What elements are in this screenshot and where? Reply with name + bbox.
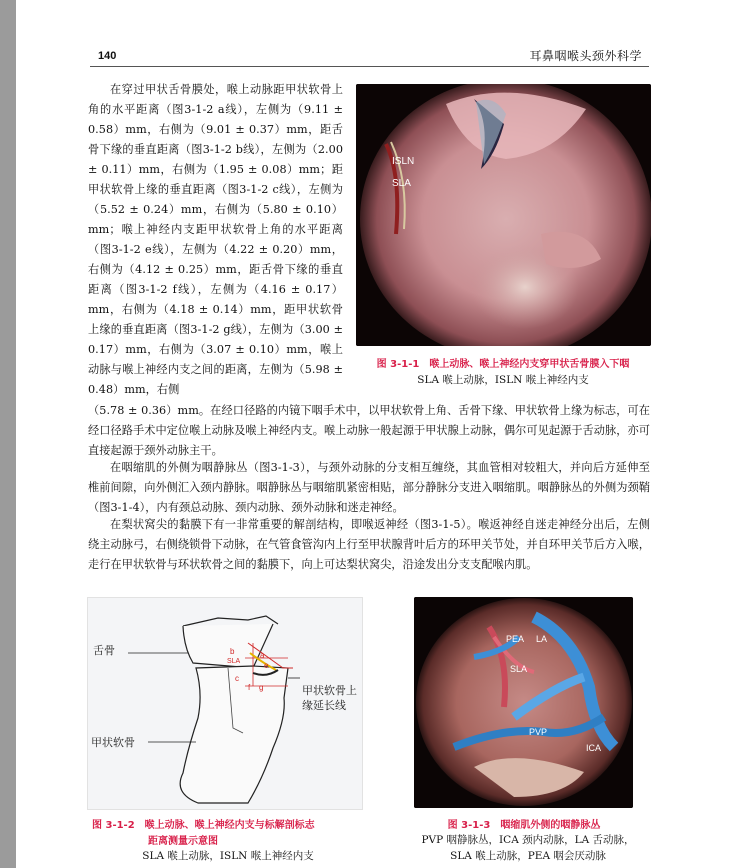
figure-3-1-3-photo bbox=[414, 597, 633, 808]
paragraph-2: 在咽缩肌的外侧为咽静脉丛（图3-1-3），与颈外动脉的分支相互缠绕，其血管相对较粗大，并向后方延伸至椎前间隙，向外侧汇入颈内静脉。咽静脉丛与咽缩肌紧密相贴，部分静脉分支进入咽缩肌。咽静脉丛的外侧为颈鞘（图3-1-4），内有颈总动脉、颈内动脉、颈外动脉和迷走神经。 bbox=[88, 461, 650, 514]
figure-1-label-sla: SLA bbox=[392, 178, 411, 189]
small-label-b: b bbox=[230, 647, 235, 656]
label-hyoid: 舌骨 bbox=[93, 644, 115, 657]
figure-3-1-2-note: SLA 喉上动脉，ISLN 喉上神经内支 bbox=[142, 850, 314, 862]
label-extension-line-2: 缘延长线 bbox=[302, 699, 346, 712]
pharyngeal-venous-plexus-view bbox=[414, 597, 633, 808]
figure-3-1-3-note-line1: PVP 咽静脉丛，ICA 颈内动脉，LA 舌动脉， bbox=[421, 834, 635, 846]
figure-3-1-1-note: SLA 喉上动脉，ISLN 喉上神经内支 bbox=[417, 374, 589, 386]
small-label-g: g bbox=[259, 683, 264, 692]
small-label-sla: SLA bbox=[227, 658, 241, 665]
figure-3-1-2-caption-line1: 图 3-1-2 喉上动脉、喉上神经内支与标解剖标志 bbox=[92, 820, 315, 831]
paragraph-3: 在梨状窝尖的黏膜下有一非常重要的解剖结构，即喉返神经（图3-1-5）。喉返神经自迷走神经分出后，左侧绕主动脉弓，右侧绕锁骨下动脉，在气管食管沟内上行至甲状腺背叶后方的环甲关节处，并自环甲关节后方入喉，走行在甲状软骨与环状软骨之间的黏膜下，向上可达梨状窝尖，沿途发出分支支配喉内肌。 bbox=[88, 518, 650, 571]
figure-3-1-2-caption-line2: 距离测量示意图 bbox=[148, 836, 218, 847]
small-label-a: a bbox=[260, 651, 265, 660]
figure-3-label-pea: PEA bbox=[506, 634, 525, 644]
small-label-e: e bbox=[264, 661, 269, 670]
figure-1-label-isln: ISLN bbox=[392, 156, 415, 167]
figure-3-1-3-caption: 图 3-1-3 咽缩肌外侧的咽静脉丛 bbox=[447, 820, 601, 831]
label-thyroid-cartilage: 甲状软骨 bbox=[91, 736, 135, 749]
paragraph-1-narrow: 在穿过甲状舌骨膜处，喉上动脉距甲状软骨上角的水平距离（图3-1-2 a线），左侧为（9.11 ± 0.58）mm，右侧为（9.01 ± 0.37）mm，距舌骨下缘的垂直距离（图3-1-2 b线），左侧为（2.00 ± 0.11）mm，右侧为（1.95 ± 0.08）mm；距甲状软骨上缘的垂直距离（图3-1-2 c线），左侧为（5.52 ± 0.24）mm，右侧为（5.80 ± 0.10）mm；喉上神经内支距甲状软骨上角的水平距离（图3-1-2 e线），左侧为（4.22 ± 0.20）mm，右侧为（4.12 ± 0.25）mm，距舌骨下缘的垂直距离（图3-1-2 f线），左侧为（4.16 ± 0.17）mm，右侧为（4.18 ± 0.14）mm，距甲状软骨上缘的垂直距离（图3-1-2 g线），左侧为（3.00 ± 0.17）mm，右侧为（3.07 ± 0.10）mm，喉上动脉与喉上神经内支之间的距离，左侧为（5.98 ± 0.48）mm，右侧 bbox=[88, 83, 343, 396]
running-header: 耳鼻咽喉头颈外科学 bbox=[529, 49, 642, 63]
small-label-f: f bbox=[248, 683, 251, 692]
figure-3-1-3-note-line2: SLA 喉上动脉，PEA 咽会厌动脉 bbox=[450, 850, 606, 862]
small-label-c: c bbox=[235, 674, 239, 683]
figure-3-label-la: LA bbox=[536, 634, 548, 644]
figure-3-1-2-diagram bbox=[87, 597, 363, 810]
figure-3-label-pvp: PVP bbox=[529, 727, 548, 737]
endoscopic-view-larynx bbox=[356, 84, 651, 346]
page-edge-bar bbox=[0, 0, 16, 868]
page-number: 140 bbox=[98, 50, 117, 62]
figure-3-label-sla: SLA bbox=[510, 664, 528, 674]
figure-3-1-1-caption: 图 3-1-1 喉上动脉、喉上神经内支穿甲状舌骨膜入下咽 bbox=[376, 359, 630, 370]
figure-3-1-1-photo bbox=[356, 84, 651, 346]
paragraph-1-continued: （5.78 ± 0.36）mm。在经口径路的内镜下咽手术中，以甲状软骨上角、舌骨下缘、甲状软骨上缘为标志，可在经口径路手术中定位喉上动脉及喉上神经内支。喉上动脉一般起源于甲状腺上动脉，偶尔可见起源于舌动脉，亦可直接起源于颈外动脉主干。 bbox=[88, 404, 650, 457]
label-extension-line-1: 甲状软骨上 bbox=[302, 684, 357, 697]
header-rule bbox=[90, 66, 649, 67]
figure-3-label-ica: ICA bbox=[586, 743, 602, 753]
